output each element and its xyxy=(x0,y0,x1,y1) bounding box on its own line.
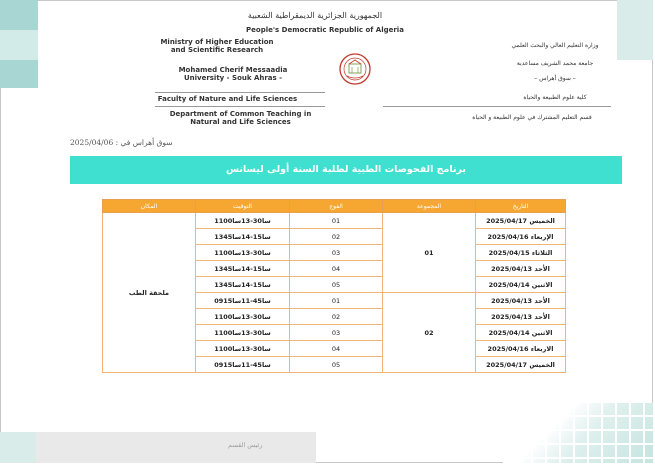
republic-arabic: الجمهورية الجزائرية الديمقراطية الشعبية xyxy=(247,11,383,20)
group-cell: 02 xyxy=(383,293,476,373)
title-banner xyxy=(70,156,622,184)
university-logo xyxy=(338,52,372,86)
subgroup-cell: 03 xyxy=(290,245,383,261)
header-subgroup: الفوج xyxy=(290,200,383,213)
subgroup-cell: 05 xyxy=(290,277,383,293)
republic-english: People's Democratic Republic of Algeria xyxy=(246,26,404,34)
date-cell: الاربعاء 2025/04/16 xyxy=(476,341,566,357)
decor-block xyxy=(617,0,653,60)
ministry-english: Ministry of Higher Education and Scientific Research xyxy=(160,38,274,54)
city-arabic: – سوق أهراس – xyxy=(534,75,576,82)
ministry-arabic: وزارة التعليم العالي والبحث العلمي xyxy=(511,42,599,49)
date-cell: الثلاثاء 2025/04/15 xyxy=(476,245,566,261)
university-arabic: جامعة محمد الشريف مساعدية xyxy=(516,60,594,67)
table-row xyxy=(103,213,566,229)
time-cell: 09سا45-11سا15 xyxy=(196,357,290,373)
header-divider xyxy=(155,106,325,107)
date-cell: الأحد 2025/04/13 xyxy=(476,261,566,277)
faculty-arabic: كلية علوم الطبيعة والحياة xyxy=(523,94,587,101)
date-cell: الإربعاء 2025/04/16 xyxy=(476,229,566,245)
time-cell: 11سا30-13سا00 xyxy=(196,341,290,357)
date-cell: الأحد 2025/04/13 xyxy=(476,293,566,309)
decor-footer-bar xyxy=(36,432,316,463)
department-arabic: قسم التعليم المشترك في علوم الطبيعة و الحياة xyxy=(472,114,592,121)
document-date: سوق أهراس في : 2025/04/06 xyxy=(70,138,173,147)
time-cell: 11سا30-13سا00 xyxy=(196,213,290,229)
subgroup-cell: 04 xyxy=(290,341,383,357)
subgroup-cell: 02 xyxy=(290,229,383,245)
table-header-row xyxy=(103,200,566,213)
header-time: التوقيت xyxy=(196,200,290,213)
decor-block xyxy=(0,0,38,30)
header-divider xyxy=(155,92,325,93)
date-cell: الخميس 2025/04/17 xyxy=(476,213,566,229)
date-cell: الخميس 2025/04/17 xyxy=(476,357,566,373)
subgroup-cell: 01 xyxy=(290,213,383,229)
time-cell: 09سا45-11سا15 xyxy=(196,293,290,309)
decor-block xyxy=(0,60,38,88)
header-divider xyxy=(383,106,611,107)
subgroup-cell: 03 xyxy=(290,325,383,341)
faculty-english: Faculty of Nature and Life Sciences xyxy=(157,95,298,103)
time-cell: 11سا30-13سا00 xyxy=(196,245,290,261)
decor-block xyxy=(0,432,36,463)
place-cell: ملحقة الطب xyxy=(103,213,196,373)
time-cell: 13سا15-14سا45 xyxy=(196,261,290,277)
date-cell: الاثنين 2025/04/14 xyxy=(476,277,566,293)
decor-grid-pattern xyxy=(503,403,653,463)
subgroup-cell: 05 xyxy=(290,357,383,373)
time-cell: 11سا30-13سا00 xyxy=(196,309,290,325)
document-title: برنامج الفحوصات الطبية لطلبة السنة أولى ليسانس xyxy=(225,164,467,175)
signature-label: رئيس القسم xyxy=(228,441,263,449)
header-date: التاريخ xyxy=(476,200,566,213)
schedule-table xyxy=(102,199,566,373)
department-english: Department of Common Teaching in Natural and Life Sciences xyxy=(169,110,312,126)
time-cell: 13سا15-14سا45 xyxy=(196,229,290,245)
time-cell: 13سا15-14سا45 xyxy=(196,277,290,293)
header-place: المكان xyxy=(103,200,196,213)
time-cell: 11سا30-13سا00 xyxy=(196,325,290,341)
subgroup-cell: 01 xyxy=(290,293,383,309)
decor-block xyxy=(0,30,38,60)
date-cell: الأحد 2025/04/13 xyxy=(476,309,566,325)
university-english: Mohamed Cherif Messaadia University - Souk Ahras - xyxy=(178,66,288,82)
subgroup-cell: 04 xyxy=(290,261,383,277)
header-group: المجموعة xyxy=(383,200,476,213)
date-cell: الاثنين 2025/04/14 xyxy=(476,325,566,341)
subgroup-cell: 02 xyxy=(290,309,383,325)
group-cell: 01 xyxy=(383,213,476,293)
